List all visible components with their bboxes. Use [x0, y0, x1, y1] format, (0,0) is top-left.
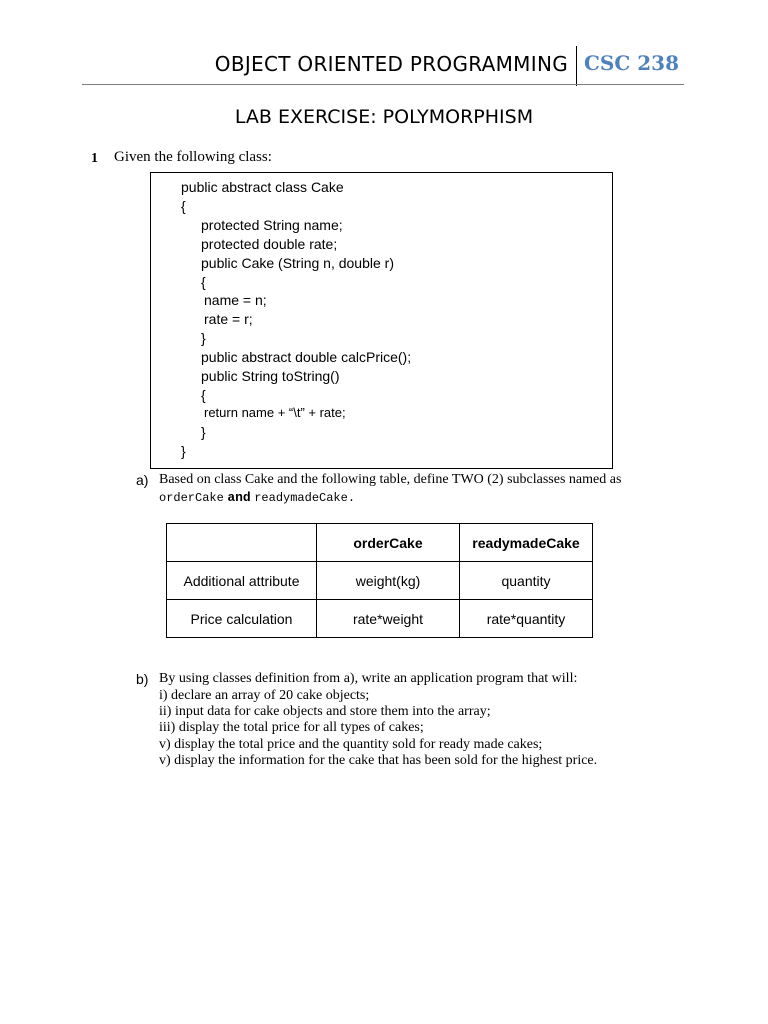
code-line: { — [181, 198, 186, 214]
part-b-line: iii) display the total price for all types of cakes; — [159, 720, 424, 735]
class-name-ordercake: orderCake — [159, 491, 224, 505]
table-cell: quantity — [460, 562, 593, 600]
connector-and: and — [227, 490, 251, 505]
class-name-readymadecake: readymadeCake. — [254, 491, 356, 505]
code-line: rate = r; — [204, 311, 253, 327]
header-divider — [576, 46, 577, 86]
table-cell: Additional attribute — [167, 562, 317, 600]
code-line: public String toString() — [201, 368, 340, 384]
code-line: public abstract class Cake — [181, 179, 344, 195]
part-b-line: By using classes definition from a), write an application program that will: — [159, 671, 578, 686]
part-b-line: v) display the information for the cake that has been sold for the highest price. — [159, 753, 598, 768]
part-a-label: a) — [136, 472, 149, 488]
course-title: OBJECT ORIENTED PROGRAMMING — [214, 52, 568, 76]
code-line: } — [201, 424, 206, 440]
question-text: Given the following class: — [114, 149, 272, 165]
table-cell: Price calculation — [167, 600, 317, 638]
code-line: public Cake (String n, double r) — [201, 255, 394, 271]
question-number: 1 — [91, 151, 98, 166]
table-cell: rate*weight — [317, 600, 460, 638]
part-a-classnames — [159, 490, 355, 506]
table-cell: weight(kg) — [317, 562, 460, 600]
part-b-line: ii) input data for cake objects and store them into the array; — [159, 704, 491, 719]
table-header-cell: readymadeCake — [460, 524, 593, 562]
code-line: return name + “\t” + rate; — [204, 405, 346, 420]
code-line: public abstract double calcPrice(); — [201, 349, 412, 365]
table-header-row — [167, 524, 593, 562]
part-b-line: v) display the total price and the quantity sold for ready made cakes; — [159, 737, 543, 752]
code-line: { — [201, 387, 206, 403]
code-line: protected double rate; — [201, 236, 338, 252]
table-row — [167, 600, 593, 638]
table-row — [167, 562, 593, 600]
table-header-cell — [167, 524, 317, 562]
code-line: } — [181, 443, 186, 459]
part-b-label: b) — [136, 671, 149, 687]
subclass-table — [166, 523, 593, 638]
lab-title: LAB EXERCISE: POLYMORPHISM — [234, 106, 534, 128]
header-rule — [82, 84, 684, 85]
part-b-line: i) declare an array of 20 cake objects; — [159, 688, 370, 703]
table-header-cell: orderCake — [317, 524, 460, 562]
table-cell: rate*quantity — [460, 600, 593, 638]
course-code: CSC 238 — [584, 51, 679, 75]
code-line: } — [201, 330, 206, 346]
code-line: { — [201, 274, 206, 290]
code-line: protected String name; — [201, 217, 343, 233]
code-line: name = n; — [204, 292, 267, 308]
part-a-text: Based on class Cake and the following table, define TWO (2) subclasses named as — [159, 472, 622, 487]
code-box — [150, 172, 613, 469]
page-header — [0, 46, 768, 86]
